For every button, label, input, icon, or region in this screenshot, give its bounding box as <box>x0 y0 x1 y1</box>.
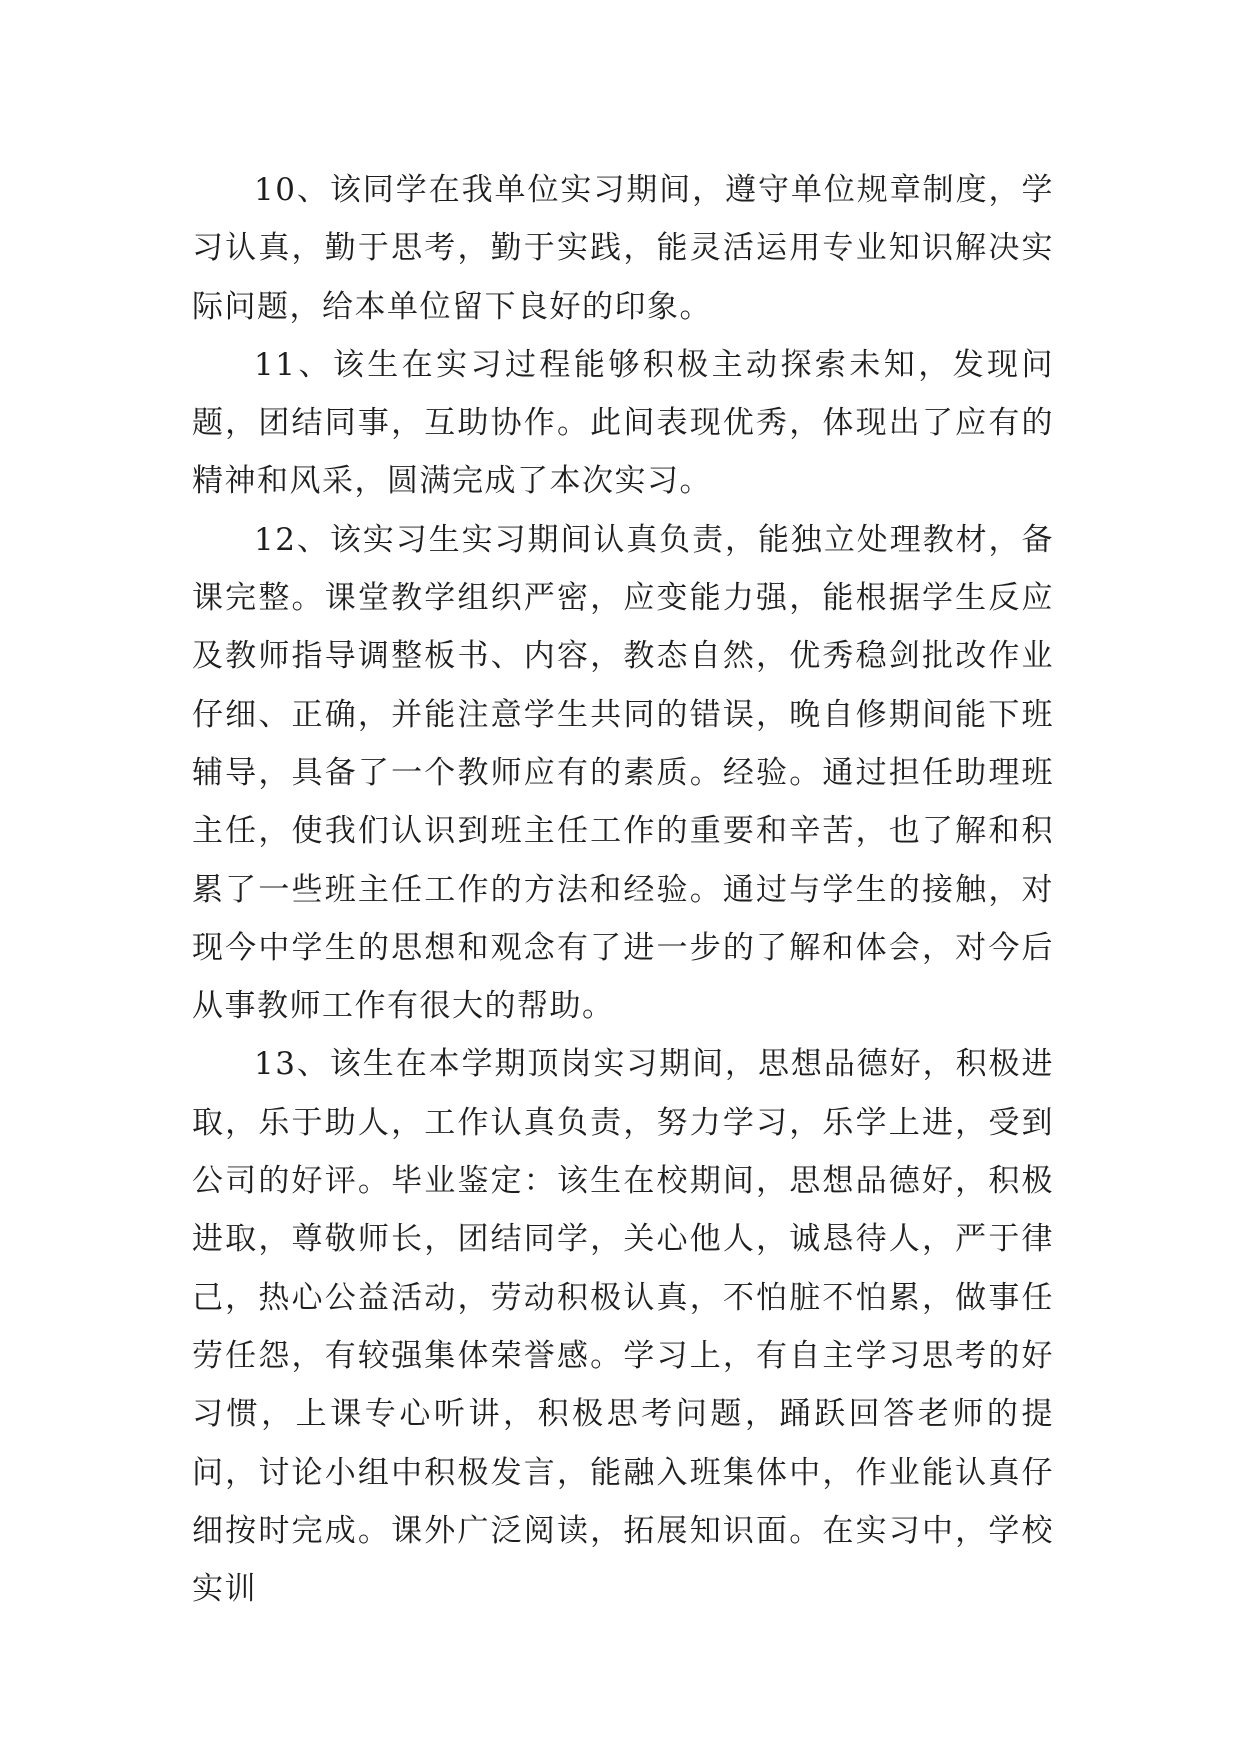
paragraph-10: 10、该同学在我单位实习期间，遵守单位规章制度，学习认真，勤于思考，勤于实践，能灵活运用专业知识解决实际问题，给本单位留下良好的印象。 <box>192 172 1054 325</box>
paragraph-11: 11、该生在实习过程能够积极主动探索未知，发现问题，团结同事，互助协作。此间表现优秀，体现出了应有的精神和风采，圆满完成了本次实习。 <box>192 346 1054 500</box>
document-body <box>192 161 1054 1618</box>
paragraph-12: 12、该实习生实习期间认真负责，能独立处理教材，备课完整。课堂教学组织严密，应变能力强，能根据学生反应及教师指导调整板书、内容，教态自然，优秀稳剑批改作业仔细、正确，并能注意学生共同的错误，晚自修期间能下班辅导，具备了一个教师应有的素质。经验。通过担任助理班主任，使我们认识到班主任工作的重要和辛苦，也了解和积累了一些班主任工作的方法和经验。通过与学生的接触，对现今中学生的思想和观念有了进一步的了解和体会，对今后从事教师工作有很大的帮助。 <box>192 521 1054 1025</box>
paragraph-13: 13、该生在本学期顶岗实习期间，思想品德好，积极进取，乐于助人，工作认真负责，努力学习，乐学上进，受到公司的好评。毕业鉴定：该生在校期间，思想品德好，积极进取，尊敬师长，团结同学，关心他人，诚恳待人，严于律己，热心公益活动，劳动积极认真，不怕脏不怕累，做事任劳任怨，有较强集体荣誉感。学习上，有自主学习思考的好习惯，上课专心听讲，积极思考问题，踊跃回答老师的提问，讨论小组中积极发言，能融入班集体中，作业能认真仔细按时完成。课外广泛阅读，拓展知识面。在实习中，学校实训 <box>192 1046 1054 1608</box>
